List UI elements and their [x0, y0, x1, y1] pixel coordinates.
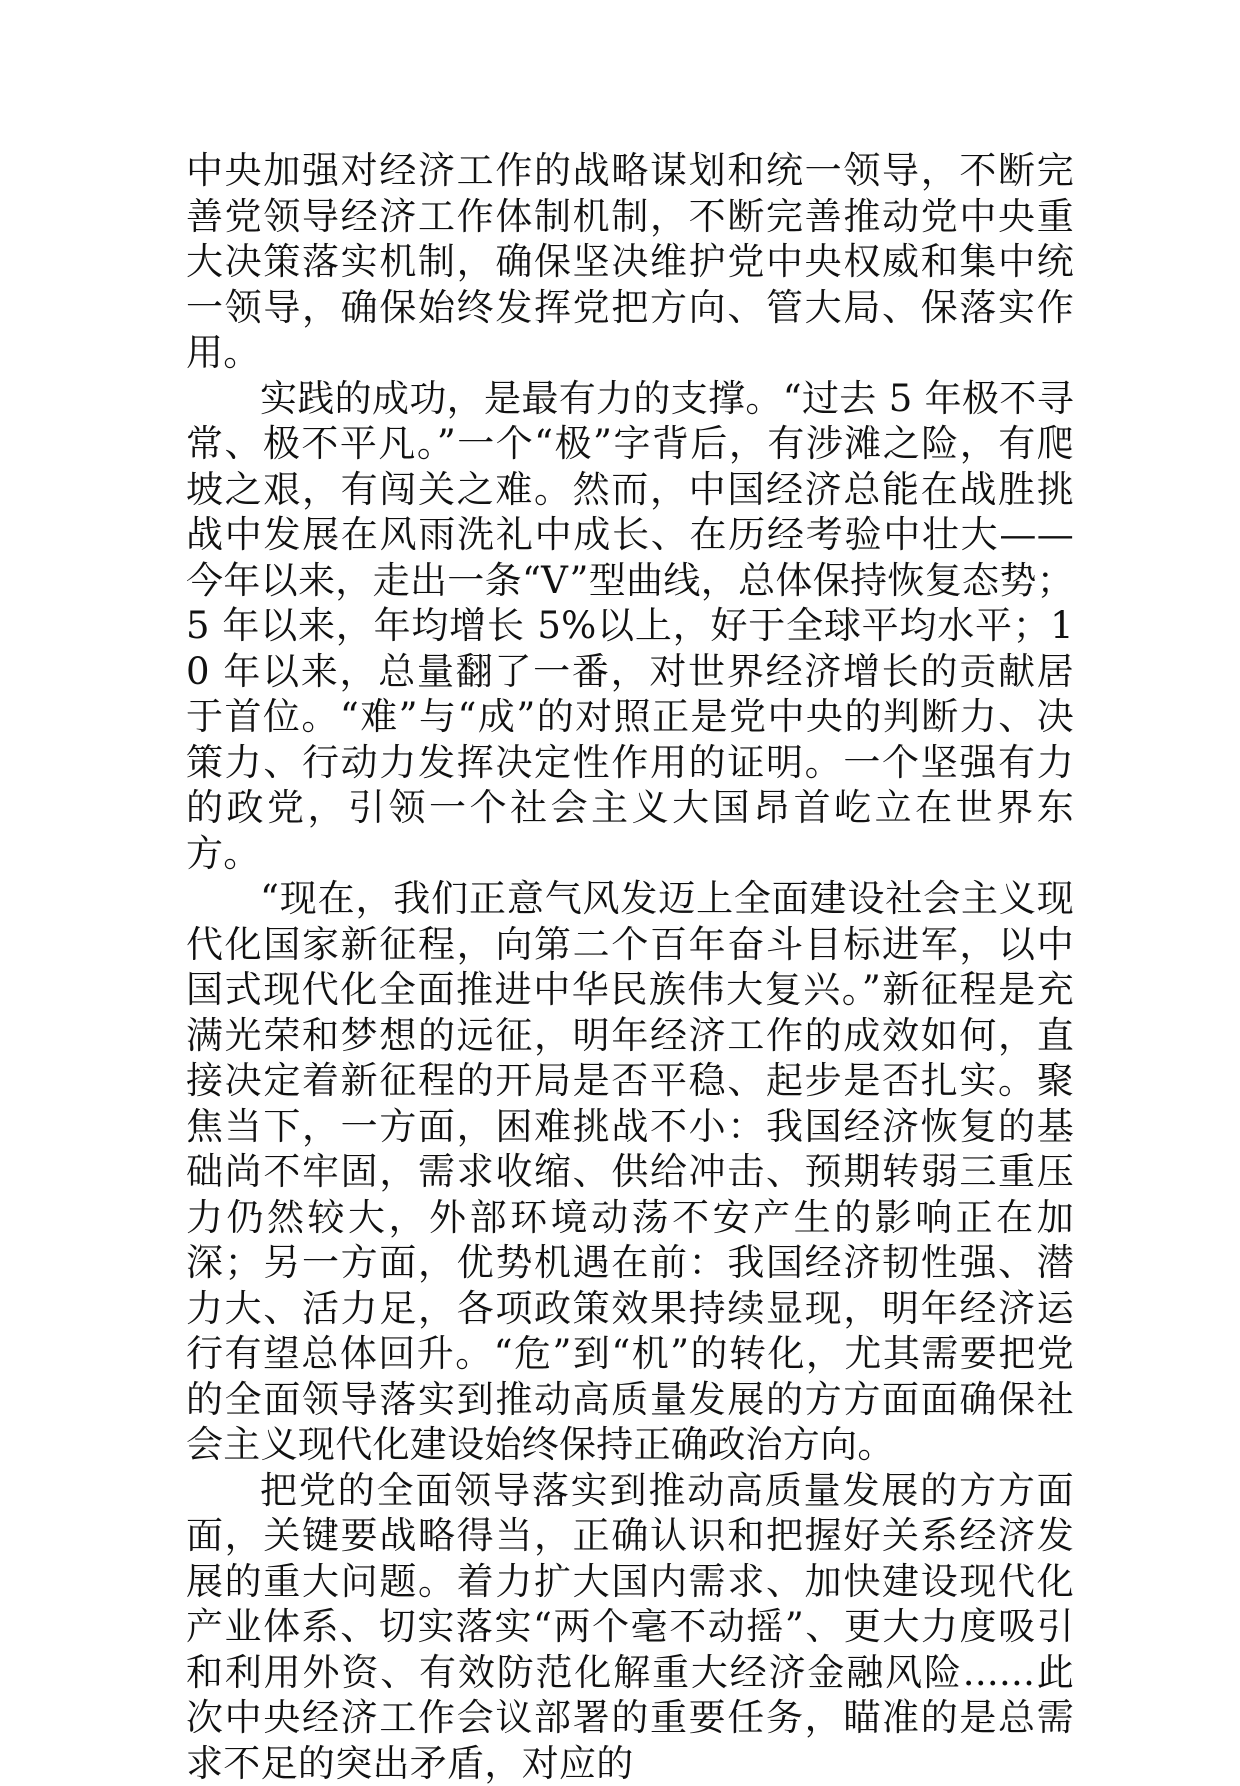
paragraph-practice-success: 实践的成功，是最有力的支撑。“过去 5 年极不寻常、极不平凡。”一个“极”字背后，有涉滩之险，有爬坡之艰，有闯关之难。然而，中国经济总能在战胜挑战中发展在风雨洗礼中成长、在历经考验中壮大——今年以来，走出一条“V”型曲线，总体保持恢复态势；5 年以来，年均增长 5%以上，好于全球平均水平；10 年以来，总量翻了一番，对世界经济增长的贡献居于首位。“难”与“成”的对照正是党中央的判断力、决策力、行动力发挥决定性作用的证明。一个坚强有力的政党，引领一个社会主义大国昂首屹立在世界东方。 — [186, 376, 1074, 877]
document-page — [186, 148, 1074, 1786]
paragraph-continued: 中央加强对经济工作的战略谋划和统一领导，不断完善党领导经济工作体制机制，不断完善推动党中央重大决策落实机制，确保坚决维护党中央权威和集中统一领导，确保始终发挥党把方向、管大局、保落实作用。 — [186, 148, 1074, 376]
paragraph-new-journey: “现在，我们正意气风发迈上全面建设社会主义现代化国家新征程，向第二个百年奋斗目标进军，以中国式现代化全面推进中华民族伟大复兴。”新征程是充满光荣和梦想的远征，明年经济工作的成效如何，直接决定着新征程的开局是否平稳、起步是否扎实。聚焦当下，一方面，困难挑战不小：我国经济恢复的基础尚不牢固，需求收缩、供给冲击、预期转弱三重压力仍然较大，外部环境动荡不安产生的影响正在加深；另一方面，优势机遇在前：我国经济韧性强、潜力大、活力足，各项政策效果持续显现，明年经济运行有望总体回升。“危”到“机”的转化，尤其需要把党的全面领导落实到推动高质量发展的方方面面确保社会主义现代化建设始终保持正确政治方向。 — [186, 876, 1074, 1468]
paragraph-party-leadership: 把党的全面领导落实到推动高质量发展的方方面面，关键要战略得当，正确认识和把握好关系经济发展的重大问题。着力扩大国内需求、加快建设现代化产业体系、切实落实“两个毫不动摇”、更大力度吸引和利用外资、有效防范化解重大经济金融风险......此次中央经济工作会议部署的重要任务，瞄准的是总需求不足的突出矛盾，对应的 — [186, 1468, 1074, 1786]
